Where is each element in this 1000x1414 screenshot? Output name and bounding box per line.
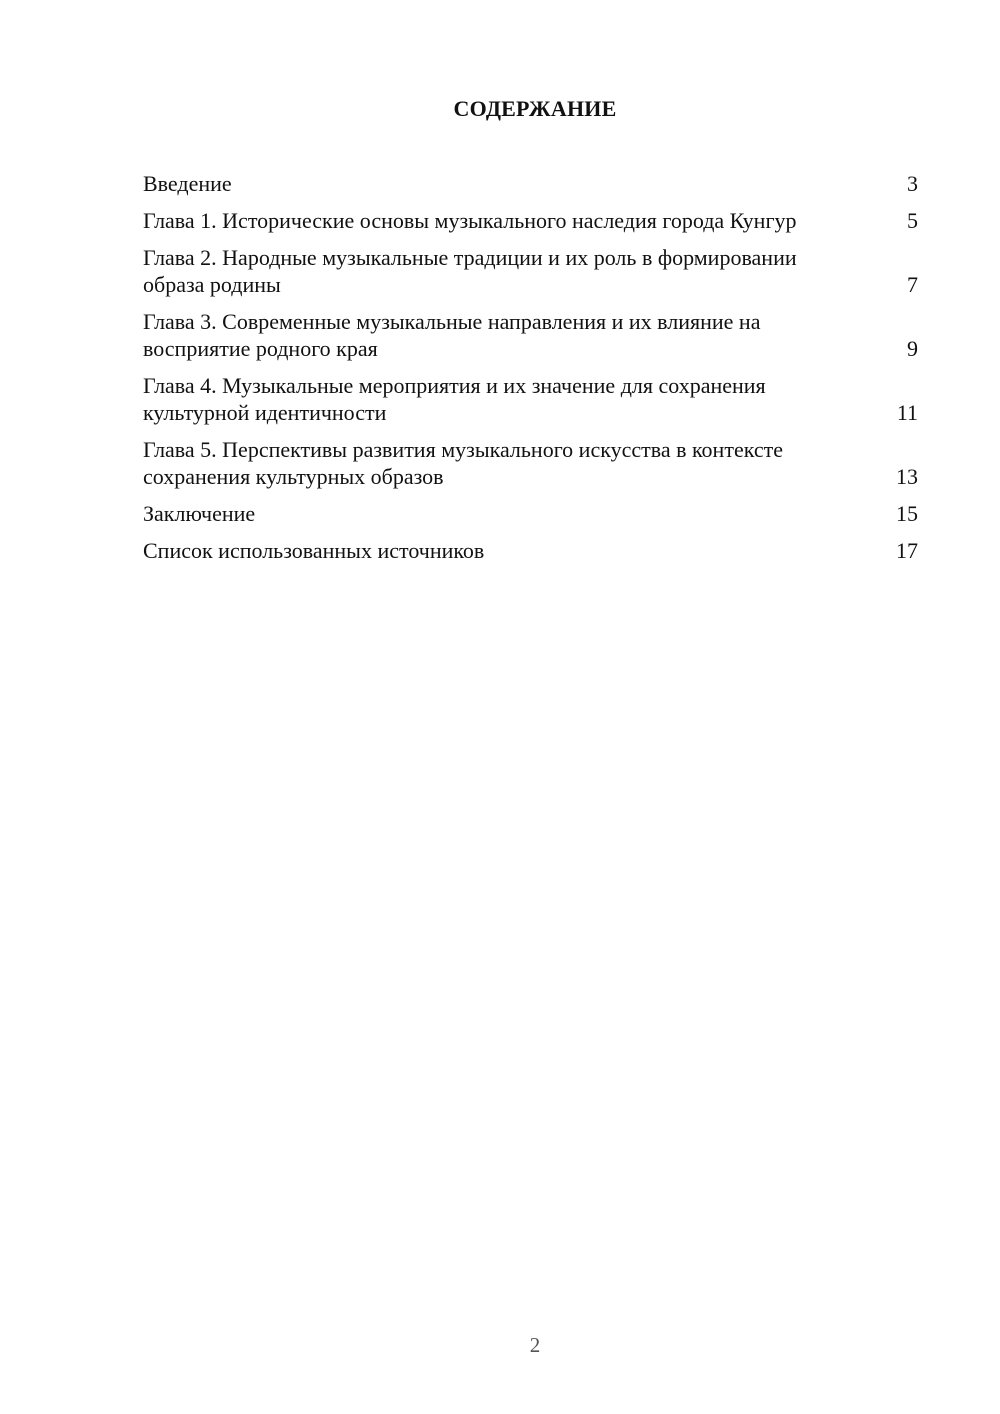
toc-entry-text: Глава 4. Музыкальные мероприятия и их значение для сохранения культурной идентичности — [143, 373, 766, 425]
toc-entry-page: 5 — [907, 208, 918, 233]
toc-entry-text: Список использованных источников — [143, 538, 485, 563]
toc-entry — [143, 244, 918, 298]
toc-entry-page: 17 — [896, 538, 918, 563]
toc-entry-text: Введение — [143, 171, 232, 196]
toc-entry — [143, 436, 918, 490]
toc-entry — [143, 537, 918, 564]
toc-entry-text: Глава 1. Исторические основы музыкального наследия города Кунгур — [143, 208, 797, 233]
toc-entry — [143, 207, 918, 234]
toc-entry-page: 7 — [907, 272, 918, 297]
toc-entry-page: 9 — [907, 336, 918, 361]
toc-title: СОДЕРЖАНИЕ — [453, 96, 617, 121]
toc-list — [143, 170, 918, 574]
toc-entry-page: 15 — [896, 501, 918, 526]
page-number: 2 — [529, 1333, 541, 1357]
toc-entry — [143, 372, 918, 426]
toc-entry-text: Глава 3. Современные музыкальные направления и их влияние на восприятие родного края — [143, 309, 761, 361]
toc-entry — [143, 170, 918, 197]
toc-entry-text: Заключение — [143, 501, 256, 526]
toc-entry-page: 11 — [896, 400, 918, 425]
toc-entry-text: Глава 5. Перспективы развития музыкального искусства в контексте сохранения культурных образов — [143, 437, 783, 489]
toc-entry — [143, 308, 918, 362]
toc-entry-text: Глава 2. Народные музыкальные традиции и их роль в формировании образа родины — [143, 245, 797, 297]
toc-entry — [143, 500, 918, 527]
toc-entry-page: 13 — [896, 464, 918, 489]
toc-entry-page: 3 — [907, 171, 918, 196]
